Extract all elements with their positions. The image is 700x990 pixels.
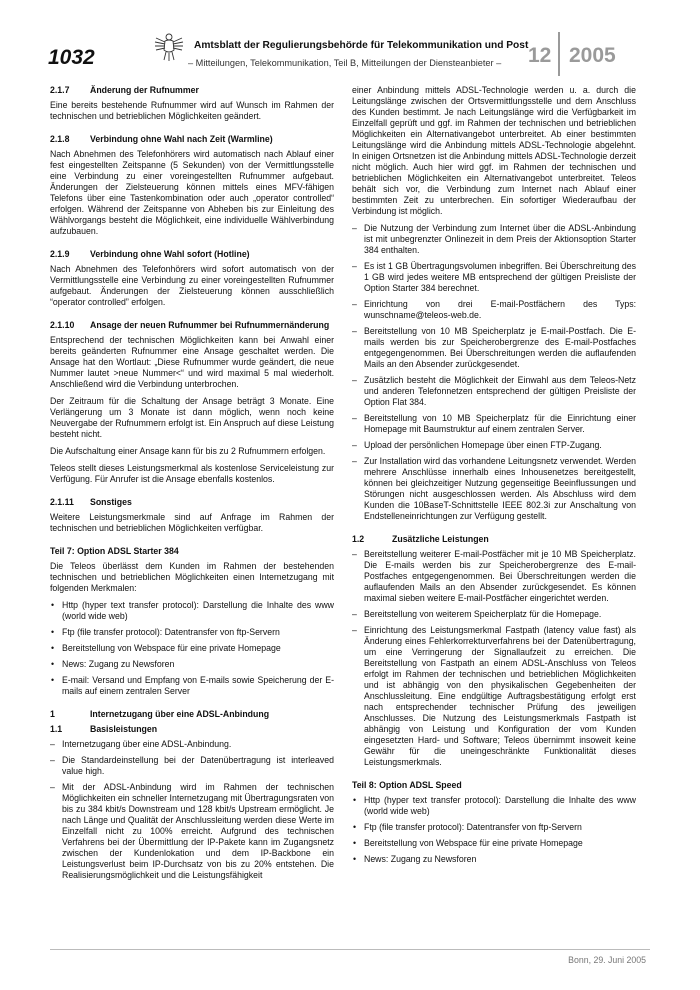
service-list	[352, 223, 636, 522]
list-item: • Http (hyper text transfer protocol): Darstellung die Inhalte des www (world wide web)	[352, 795, 636, 817]
header-divider	[558, 32, 560, 76]
paragraph: Nach Abnehmen des Telefonhörers wird automatisch nach Ablauf einer fest eingestellten Zeitspanne (5 Sekunden) von der Vermittlungsstelle eine Verbindung zu einer voreingestellten Rufnummer aufgebaut. Änderungen der Zielsteuerung können mittels eines MFV-fähigen Telefons über eine Tastenkombination oder auch „operator controlled“ erfolgen. Während der Zeitspanne von Abheben bis zur Einleitung des Wählvorgangs besteht die Möglichkeit, eine individuelle Wählverbindung aufzubauen.	[50, 149, 334, 236]
paragraph: Nach Abnehmen des Telefonhörers wird sofort automatisch von der Vermittlungsstelle eine Verbindung zu einer voreingestellten Rufnummer aufgebaut. Änderungen der Zielsteuerung können ausschließlich “operator controlled” erfolgen.	[50, 264, 334, 307]
right-column	[352, 85, 636, 871]
list-item: – Mit der ADSL-Anbindung wird im Rahmen der technischen Möglichkeiten ein schneller Internetzugang mit Übertragungsraten von bis zu 384 kbit/s Downstream und 128 kbit/s Upstream ermöglicht. Je nach Länge und Qualität der Anschlussleitung werden diese Werte im Einzelfall nicht zu 100% erreicht. Aufgrund des technischen Verfahrens bei der Übermittlung der IP-Pakete kann im Zugangsnetz zwischen der Kundenlokation und dem IP-Backbone ein Leistungsverlust beim IP-Durchsatz von bis zu 20% entstehen. Die Realisierungsmöglichkeit und die Leistungsfähigkeit	[50, 782, 334, 881]
section-number: 2.1.11	[50, 497, 74, 507]
section-heading	[50, 709, 334, 720]
section-title: Verbindung ohne Wahl nach Zeit (Warmline)	[90, 134, 273, 144]
section-number: 1	[50, 709, 55, 719]
section-heading	[50, 85, 334, 96]
section-heading	[50, 134, 334, 145]
list-item: • Bereitstellung von Webspace für eine private Homepage	[50, 643, 334, 654]
list-item: • Http (hyper text transfer protocol): Darstellung die Inhalte des www (world wide web)	[50, 600, 334, 622]
list-item: – Es ist 1 GB Übertragungsvolumen inbegriffen. Bei Überschreitung des 1 GB wird jedes weitere MB entsprechend der gültigen Preisliste der Option Starter 384 berechnet.	[352, 261, 636, 294]
part-heading: Teil 7: Option ADSL Starter 384	[50, 546, 179, 556]
list-item: – Bereitstellung weiterer E-mail-Postfächer mit je 10 MB Speicherplatz. Die E-mails werden bis zur Speicherobergrenze des E-mail-Postfaches entgegengenommen. Bei Überschreitungen werden die auflaufenden Mails an den Absender zurückgesendet. Es können maximal sieben weitere E-mail-Postfächer eingerichtet werden.	[352, 549, 636, 604]
paragraph: Eine bereits bestehende Rufnummer wird auf Wunsch im Rahmen der technischen und betrieblichen Möglichkeiten geändert.	[50, 100, 334, 121]
paragraph: Teleos stellt dieses Leistungsmerkmal als kostenlose Serviceleistung zur Verfügung. Für Anrufer ist die Ansage ebenfalls kostenlos.	[50, 463, 334, 484]
section-heading	[50, 724, 334, 735]
section-title: Ansage der neuen Rufnummer bei Rufnummernänderung	[90, 320, 330, 330]
feature-list	[50, 600, 334, 697]
list-item: – Einrichtung von drei E-mail-Postfächern des Typs: wunschname@teleos-web.de.	[352, 299, 636, 321]
list-item: • Bereitstellung von Webspace für eine private Homepage	[352, 838, 636, 849]
section-number: 2.1.7	[50, 85, 70, 95]
section-heading	[50, 249, 334, 260]
footer-divider	[50, 949, 650, 950]
paragraph: Weitere Leistungsmerkmale sind auf Anfrage im Rahmen der technischen und betrieblichen Möglichkeiten verfügbar.	[50, 512, 334, 533]
issue-number: 12	[528, 44, 552, 67]
list-item: – Upload der persönlichen Homepage über einen FTP-Zugang.	[352, 440, 636, 451]
paragraph: einer Anbindung mittels ADSL-Technologie werden u. a. durch die Leitungslänge zwischen der Ortsvermittlungsstelle und dem Anschluss des Kunden bestimmt. Je nach Leitungslänge wird die Verfügbarkeit im Einzelfall geprüft und ggf. im Rahmen der technischen und betrieblichen Möglichkeiten ein Alternativangebot unterbreitet. Ab einer bestimmten Leitungslänge wird die Anbindung mittels ADSL-Technologie abgelehnt. In einigen Ortsnetzen ist die Anbindung mittels ADSL-Technologie derzeit nicht möglich. Auch hier wird ggf. im Rahmen der technischen und betrieblichen Möglichkeiten ein Alternativangebot unterbreitet. Teleos behält sich vor, die Verbindung zum Internet nach Ablauf einer bestimmten Zeit zu unterbrechen. Ein sofortiger Wiederaufbau der Verbindung ist möglich.	[352, 85, 636, 216]
list-item: – Internetzugang über eine ADSL-Anbindung.	[50, 739, 334, 750]
list-item: – Zur Installation wird das vorhandene Leitungsnetz verwendet. Werden mehrere Anschlüsse innerhalb eines Inhousenetzes bereitgestellt, können bei gleichzeitiger Nutzung gegenseitige Beeinflussungen und Störungen nicht ausgeschlossen werden. Als Abschluss wird dem Kunden die 10BaseT-Schnittstelle IEEE 802.3i zur Anschaltung von Endstelleneinrichtungen zur Verfügung gestellt.	[352, 456, 636, 522]
journal-title: Amtsblatt der Regulierungsbehörde für Telekommunikation und Post	[194, 40, 529, 51]
issue-year: 2005	[569, 44, 616, 67]
list-item: • Ftp (file transfer protocol): Datentransfer von ftp-Servern	[352, 822, 636, 833]
page-number: 1032	[48, 46, 95, 69]
paragraph: Der Zeitraum für die Schaltung der Ansage beträgt 3 Monate. Eine Verlängerung um 3 Monate ist dann möglich, wenn noch keine Neuvergabe der Rufnummern erfolgt ist. Ein Anspruch auf diese Leistung besteht nicht.	[50, 396, 334, 439]
list-item: • News: Zugang zu Newsforen	[50, 659, 334, 670]
list-item: – Einrichtung des Leistungsmerkmal Fastpath (latency value fast) als Änderung eines Fehlerkorrekturverfahrens bei der Datenübertragung, um eine Verringerung der Signallaufzeit zu erreichen. Die Bereitstellung von Fastpath an einem ADSL-Anschluss von Teleos erfolgt im Rahmen der technischen und betrieblichen Möglichkeiten und ist abhängig von den physikalischen Gegebenheiten der Anschlussleitung. Eine endgültige Auftragsbestätigung erfolgt erst nach entsprechender technischer Prüfung des jeweiligen Anschlusses. Die Nutzung des Leistungsmerkmals Fastpath ist abhängig von Leistung und Konfiguration der vom Kunden eingesetzten Hard- und Software; Teleos übernimmt insoweit keine Gewähr für die uneingeschränkte Funktionalität dieses Leistungsmerkmals.	[352, 625, 636, 768]
service-list	[50, 739, 334, 881]
list-item: – Bereitstellung von 10 MB Speicherplatz je E-mail-Postfach. Die E-mails werden bis zur Speicherobergrenze des E-mail-Postfaches entgegengenommen. Bei Überschreitungen werden die auflaufenden Mails an den Absender zurückgesendet.	[352, 326, 636, 370]
section-number: 2.1.9	[50, 249, 70, 259]
list-item: • Ftp (file transfer protocol): Datentransfer von ftp-Servern	[50, 627, 334, 638]
federal-eagle-icon	[153, 30, 185, 64]
section-number: 1.1	[50, 724, 63, 734]
section-title: Zusätzliche Leistungen	[392, 534, 489, 544]
part-heading: Teil 8: Option ADSL Speed	[352, 780, 462, 790]
list-item: • E-mail: Versand und Empfang von E-mails sowie Speicherung der E-mails auf einem zentralen Server	[50, 675, 334, 697]
section-number: 2.1.8	[50, 134, 70, 144]
section-title: Verbindung ohne Wahl sofort (Hotline)	[90, 249, 250, 259]
section-number: 1.2	[352, 534, 365, 544]
journal-subtitle: – Mitteilungen, Telekommunikation, Teil B, Mitteilungen der Diensteanbieter –	[188, 58, 502, 68]
section-heading	[50, 497, 334, 508]
section-title: Änderung der Rufnummer	[90, 85, 199, 95]
list-item: – Zusätzlich besteht die Möglichkeit der Einwahl aus dem Teleos-Netz und anderen Telefonnetzen entsprechend der gültigen Preisliste der Option Flat 384.	[352, 375, 636, 408]
feature-list	[352, 795, 636, 865]
section-title: Internetzugang über eine ADSL-Anbindung	[90, 709, 270, 719]
list-item: – Bereitstellung von 10 MB Speicherplatz für die Einrichtung einer Homepage mit Baumstruktur auf einem zentralen Server.	[352, 413, 636, 435]
section-title: Sonstiges	[90, 497, 132, 507]
section-number: 2.1.10	[50, 320, 75, 330]
list-item: – Die Standardeinstellung bei der Datenübertragung ist interleaved value high.	[50, 755, 334, 777]
footer-date: Bonn, 29. Juni 2005	[568, 955, 646, 965]
list-item: – Bereitstellung von weiterem Speicherplatz für die Homepage.	[352, 609, 636, 620]
left-column	[50, 85, 334, 887]
service-list	[352, 549, 636, 768]
paragraph: Entsprechend der technischen Möglichkeiten kann bei Anwahl einer bereits geänderten Rufnummer eine Ansage geschaltet werden. Die Ansage hat den Wortlaut: „Diese Rufnummer wurde geändert, die neue Nummer lautet >neue Nummer<“ und wird maximal 5 mal wiederholt. Anschließend wird die Verbindung unterbrochen.	[50, 335, 334, 389]
section-heading	[50, 320, 334, 331]
list-item: • News: Zugang zu Newsforen	[352, 854, 636, 865]
section-title: Basisleistungen	[90, 724, 158, 734]
list-item: – Die Nutzung der Verbindung zum Internet über die ADSL-Anbindung ist mit unbegrenzter Onlinezeit in dem Preis der Aktionsoption Starter 384 enthalten.	[352, 223, 636, 256]
paragraph: Die Aufschaltung einer Ansage kann für bis zu 2 Rufnummern erfolgen.	[50, 446, 326, 456]
paragraph: Die Teleos überlässt dem Kunden im Rahmen der bestehenden technischen und betrieblichen Möglichkeiten einen Internetzugang mit folgenden Merkmalen:	[50, 561, 334, 593]
section-heading	[352, 534, 636, 545]
page-header	[0, 0, 700, 80]
